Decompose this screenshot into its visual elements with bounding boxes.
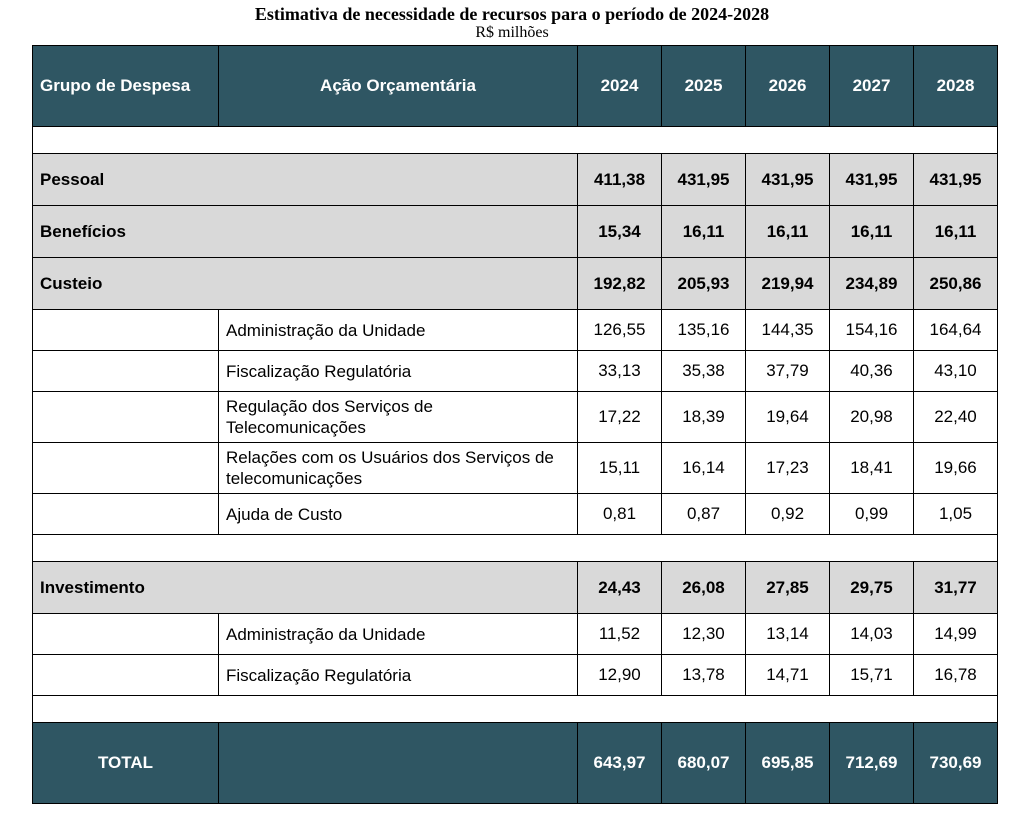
value-cell: 14,99 [914,614,998,655]
action-label: Administração da Unidade [219,614,578,655]
value-cell: 144,35 [746,310,830,351]
value-cell: 431,95 [830,154,914,206]
value-cell: 16,11 [746,206,830,258]
action-label: Fiscalização Regulatória [219,655,578,696]
table-row [33,494,998,535]
value-cell: 0,99 [830,494,914,535]
value-cell: 1,05 [914,494,998,535]
value-cell: 680,07 [662,723,746,804]
value-cell: 126,55 [578,310,662,351]
value-cell: 205,93 [662,258,746,310]
action-label: Regulação dos Serviços de Telecomunicações [219,392,578,443]
total-row [33,723,998,804]
value-cell: 14,03 [830,614,914,655]
value-cell: 0,87 [662,494,746,535]
value-cell: 431,95 [914,154,998,206]
table-header-row [33,46,998,127]
value-cell: 33,13 [578,351,662,392]
value-cell: 12,30 [662,614,746,655]
value-cell: 695,85 [746,723,830,804]
action-label: Relações com os Usuários dos Serviços de telecomunicações [219,443,578,494]
value-cell: 29,75 [830,562,914,614]
value-cell: 16,11 [914,206,998,258]
table-row [33,310,998,351]
value-cell: 13,14 [746,614,830,655]
value-cell: 13,78 [662,655,746,696]
page-title: Estimativa de necessidade de recursos para o período de 2024-2028 [254,4,770,24]
value-cell: 15,71 [830,655,914,696]
value-cell: 24,43 [578,562,662,614]
value-cell: 0,81 [578,494,662,535]
value-cell: 164,64 [914,310,998,351]
spacer-row [33,696,998,723]
value-cell: 16,11 [830,206,914,258]
value-cell: 431,95 [662,154,746,206]
value-cell: 411,38 [578,154,662,206]
table-row [33,655,998,696]
value-cell: 18,39 [662,392,746,443]
table-row [33,614,998,655]
value-cell: 154,16 [830,310,914,351]
value-cell: 234,89 [830,258,914,310]
value-cell: 19,64 [746,392,830,443]
value-cell: 40,36 [830,351,914,392]
value-cell: 730,69 [914,723,998,804]
value-cell: 20,98 [830,392,914,443]
value-cell: 643,97 [578,723,662,804]
action-label: Fiscalização Regulatória [219,351,578,392]
action-label: Ajuda de Custo [219,494,578,535]
header-action: Ação Orçamentária [219,46,578,127]
value-cell: 11,52 [578,614,662,655]
value-cell: 43,10 [914,351,998,392]
total-label: TOTAL [33,723,219,804]
value-cell: 219,94 [746,258,830,310]
value-cell: 31,77 [914,562,998,614]
value-cell: 17,23 [746,443,830,494]
value-cell: 18,41 [830,443,914,494]
value-cell: 0,92 [746,494,830,535]
value-cell: 17,22 [578,392,662,443]
header-year: 2026 [746,46,830,127]
group-row-beneficios [33,206,998,258]
value-cell: 135,16 [662,310,746,351]
value-cell: 712,69 [830,723,914,804]
budget-table [32,45,998,804]
group-label: Custeio [33,258,578,310]
value-cell: 431,95 [746,154,830,206]
page-subtitle: R$ milhões [475,24,549,41]
header-year: 2027 [830,46,914,127]
value-cell: 16,11 [662,206,746,258]
value-cell: 192,82 [578,258,662,310]
spacer-row [33,127,998,154]
value-cell: 35,38 [662,351,746,392]
value-cell: 26,08 [662,562,746,614]
table-row [33,443,998,494]
group-row-investimento [33,562,998,614]
group-label: Investimento [33,562,578,614]
spacer-row [33,535,998,562]
value-cell: 19,66 [914,443,998,494]
value-cell: 22,40 [914,392,998,443]
header-year: 2025 [662,46,746,127]
group-row-pessoal [33,154,998,206]
header-year: 2028 [914,46,998,127]
group-label: Benefícios [33,206,578,258]
table-row [33,392,998,443]
value-cell: 16,14 [662,443,746,494]
value-cell: 15,11 [578,443,662,494]
value-cell: 12,90 [578,655,662,696]
header-group: Grupo de Despesa [33,46,219,127]
group-row-custeio [33,258,998,310]
group-label: Pessoal [33,154,578,206]
value-cell: 14,71 [746,655,830,696]
header-year: 2024 [578,46,662,127]
value-cell: 37,79 [746,351,830,392]
value-cell: 27,85 [746,562,830,614]
action-label: Administração da Unidade [219,310,578,351]
value-cell: 15,34 [578,206,662,258]
table-row [33,351,998,392]
value-cell: 250,86 [914,258,998,310]
value-cell: 16,78 [914,655,998,696]
